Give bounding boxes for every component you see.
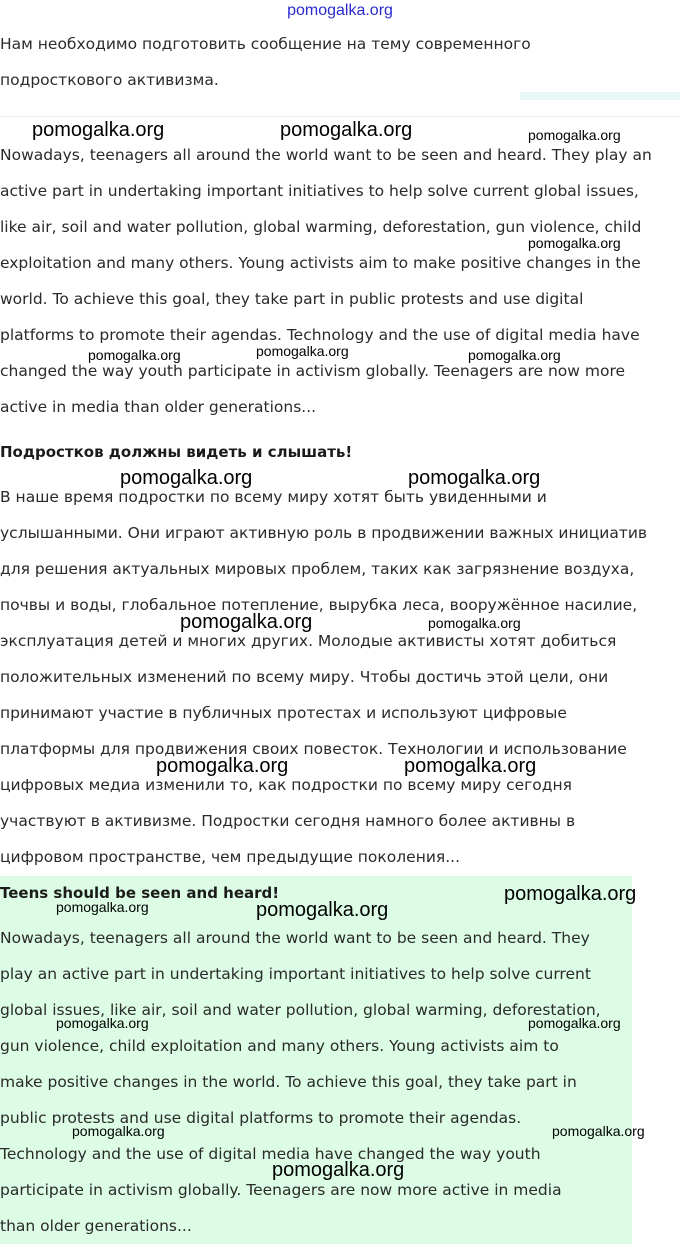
paragraph-line: exploitation and many others. Young activists aim to make positive changes in the	[0, 254, 641, 272]
intro-line: подросткового активизма.	[0, 71, 219, 89]
paragraph-line: active in media than older generations...	[0, 398, 317, 416]
watermark-text: pomogalka.org	[468, 347, 561, 363]
watermark-text: pomogalka.org	[528, 1015, 621, 1031]
watermark-text: pomogalka.org	[404, 755, 537, 777]
intro-text	[0, 26, 600, 98]
paragraph-line: make positive changes in the world. To achieve this goal, they take part in	[0, 1073, 577, 1091]
watermark-text: pomogalka.org	[256, 343, 349, 359]
paragraph-line: world. To achieve this goal, they take part in public protests and use digital	[0, 290, 584, 308]
paragraph-line: participate in activism globally. Teenagers are now more active in media	[0, 1181, 562, 1199]
watermark-text: pomogalka.org	[72, 1123, 165, 1139]
paragraph-line: Nowadays, teenagers all around the world want to be seen and heard. They	[0, 929, 590, 947]
watermark-text: pomogalka.org	[180, 611, 313, 633]
paragraph-line: участвуют в активизме. Подростки сегодня намного более активны в	[0, 812, 576, 830]
watermark-text: pomogalka.org	[56, 899, 149, 915]
watermark-text: pomogalka.org	[32, 119, 165, 141]
english-heading: Teens should be seen and heard!	[0, 884, 280, 902]
watermark-text: pomogalka.org	[88, 347, 181, 363]
watermark-text: pomogalka.org	[552, 1123, 645, 1139]
watermark-text: pomogalka.org	[528, 235, 621, 251]
paragraph-line: для решения актуальных мировых проблем, таких как загрязнение воздуха,	[0, 560, 635, 578]
watermark-text: pomogalka.org	[280, 119, 413, 141]
paragraph-line: gun violence, child exploitation and many others. Young activists aim to	[0, 1037, 559, 1055]
english-translation-paragraph	[0, 920, 632, 1244]
site-watermark-header[interactable]: pomogalka.org	[287, 2, 393, 19]
intro-line: Нам необходимо подготовить сообщение на тему современного	[0, 35, 531, 53]
russian-paragraph	[0, 479, 680, 875]
paragraph-line: услышанными. Они играют активную роль в продвижении важных инициатив	[0, 524, 648, 542]
paragraph-line: почвы и воды, глобальное потепление, вырубка леса, вооружённое насилие,	[0, 596, 638, 614]
english-paragraph	[0, 137, 680, 425]
watermark-text: pomogalka.org	[256, 899, 389, 921]
paragraph-line: global issues, like air, soil and water pollution, global warming, deforestation,	[0, 1001, 601, 1019]
paragraph-line: active part in undertaking important initiatives to help solve current global issues,	[0, 182, 639, 200]
paragraph-line: эксплуатация детей и многих других. Молодые активисты хотят добиться	[0, 632, 617, 650]
paragraph-line: принимают участие в публичных протестах и используют цифровые	[0, 704, 567, 722]
russian-heading: Подростков должны видеть и слышать!	[0, 443, 353, 461]
paragraph-line: В наше время подростки по всему миру хотят быть увиденными и	[0, 488, 547, 506]
paragraph-line: changed the way youth participate in activism globally. Teenagers are now more	[0, 362, 626, 380]
paragraph-line: play an active part in undertaking important initiatives to help solve current	[0, 965, 591, 983]
decorative-strip	[520, 92, 680, 100]
paragraph-line: положительных изменений по всему миру. Чтобы достичь этой цели, они	[0, 668, 609, 686]
watermark-text: pomogalka.org	[504, 883, 637, 905]
paragraph-line: цифровом пространстве, чем предыдущие поколения...	[0, 848, 461, 866]
paragraph-line: платформы для продвижения своих повесток. Технологии и использование	[0, 740, 627, 758]
watermark-text: pomogalka.org	[408, 467, 541, 489]
paragraph-line: цифровых медиа изменили то, как подростки по всему миру сегодня	[0, 776, 572, 794]
watermark-text: pomogalka.org	[428, 615, 521, 631]
paragraph-line: platforms to promote their agendas. Technology and the use of digital media have	[0, 326, 640, 344]
paragraph-line: Nowadays, teenagers all around the world want to be seen and heard. They play an	[0, 146, 652, 164]
watermark-text: pomogalka.org	[528, 127, 621, 143]
watermark-text: pomogalka.org	[120, 467, 253, 489]
paragraph-line: like air, soil and water pollution, global warming, deforestation, gun violence, child	[0, 218, 642, 236]
paragraph-line: public protests and use digital platforms to promote their agendas.	[0, 1109, 522, 1127]
section-divider	[0, 116, 680, 117]
watermark-text: pomogalka.org	[56, 1015, 149, 1031]
paragraph-line: than older generations...	[0, 1217, 192, 1235]
watermark-text: pomogalka.org	[272, 1159, 405, 1181]
paragraph-line: Technology and the use of digital media have changed the way youth	[0, 1145, 541, 1163]
watermark-text: pomogalka.org	[156, 755, 289, 777]
